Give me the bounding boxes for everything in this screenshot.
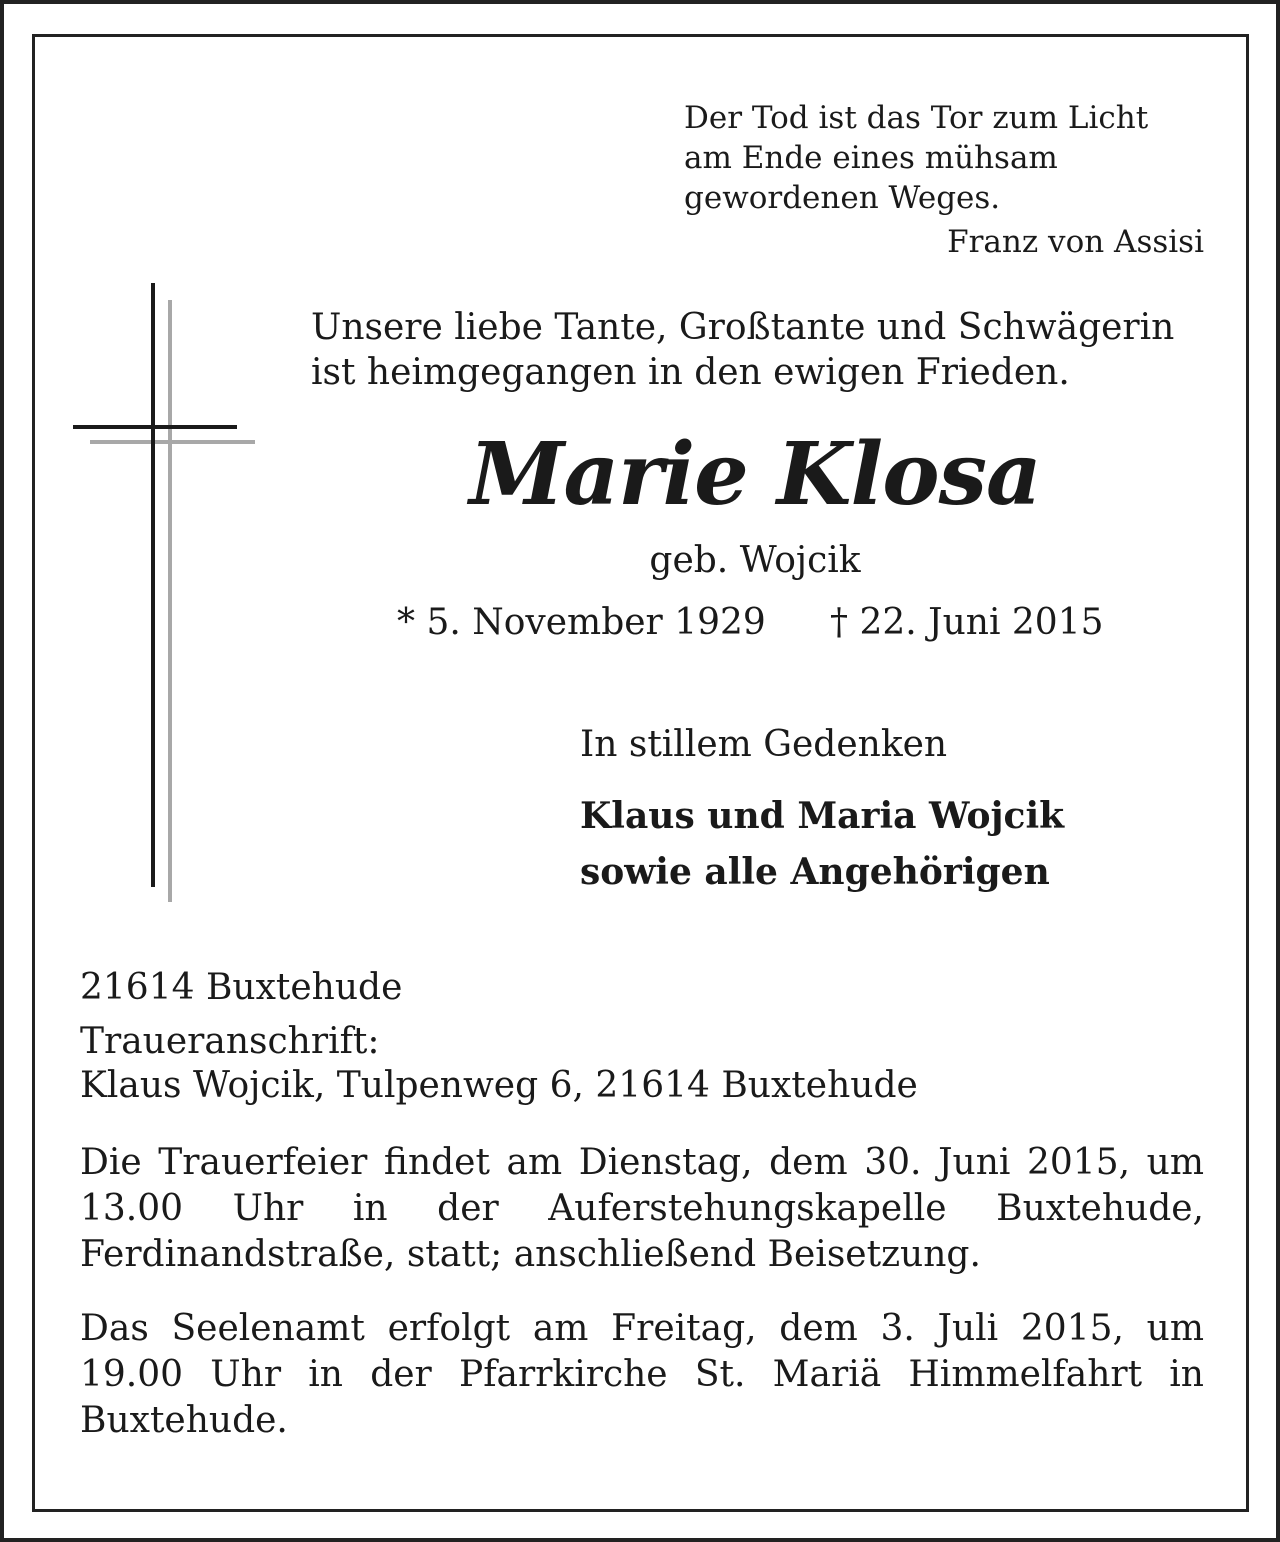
location: 21614 Buxtehude bbox=[80, 967, 403, 1008]
mourners-line: sowie alle Angehörigen bbox=[580, 851, 1050, 893]
deceased-name: Marie Klosa bbox=[469, 424, 1041, 525]
quote-line: Der Tod ist das Tor zum Licht bbox=[684, 100, 1149, 136]
quote-author: Franz von Assisi bbox=[947, 224, 1204, 260]
quote-line: am Ende eines mühsam bbox=[684, 140, 1058, 176]
maiden-name: geb. Wojcik bbox=[649, 540, 861, 581]
intro-line: ist heimgegangen in den ewigen Frieden. bbox=[311, 352, 1070, 393]
address-value: Klaus Wojcik, Tulpenweg 6, 21614 Buxtehude bbox=[80, 1065, 918, 1106]
death-date: † 22. Juni 2015 bbox=[830, 602, 1104, 643]
quote-line: gewordenen Weges. bbox=[684, 180, 1001, 216]
mourners-line: Klaus und Maria Wojcik bbox=[580, 795, 1065, 837]
address-label: Traueranschrift: bbox=[80, 1021, 380, 1062]
intro-text bbox=[311, 305, 1174, 395]
memory-line: In stillem Gedenken bbox=[580, 724, 948, 765]
quote bbox=[684, 98, 1148, 218]
service-info: Die Trauerfeier findet am Dienstag, dem 30. Juni 2015, um 13.00 Uhr in der Auferstehungskapelle Buxtehude, Ferdinandstraße, statt; anschließend Beisetzung. bbox=[80, 1142, 1204, 1275]
requiem-info: Das Seelenamt erfolgt am Freitag, dem 3. Juli 2015, um 19.00 Uhr in der Pfarrkirche St. Mariä Himmelfahrt in Buxtehude. bbox=[80, 1308, 1204, 1441]
intro-line: Unsere liebe Tante, Großtante und Schwägerin bbox=[311, 307, 1175, 348]
mourners bbox=[580, 788, 1064, 900]
birth-date: * 5. November 1929 bbox=[397, 602, 766, 643]
